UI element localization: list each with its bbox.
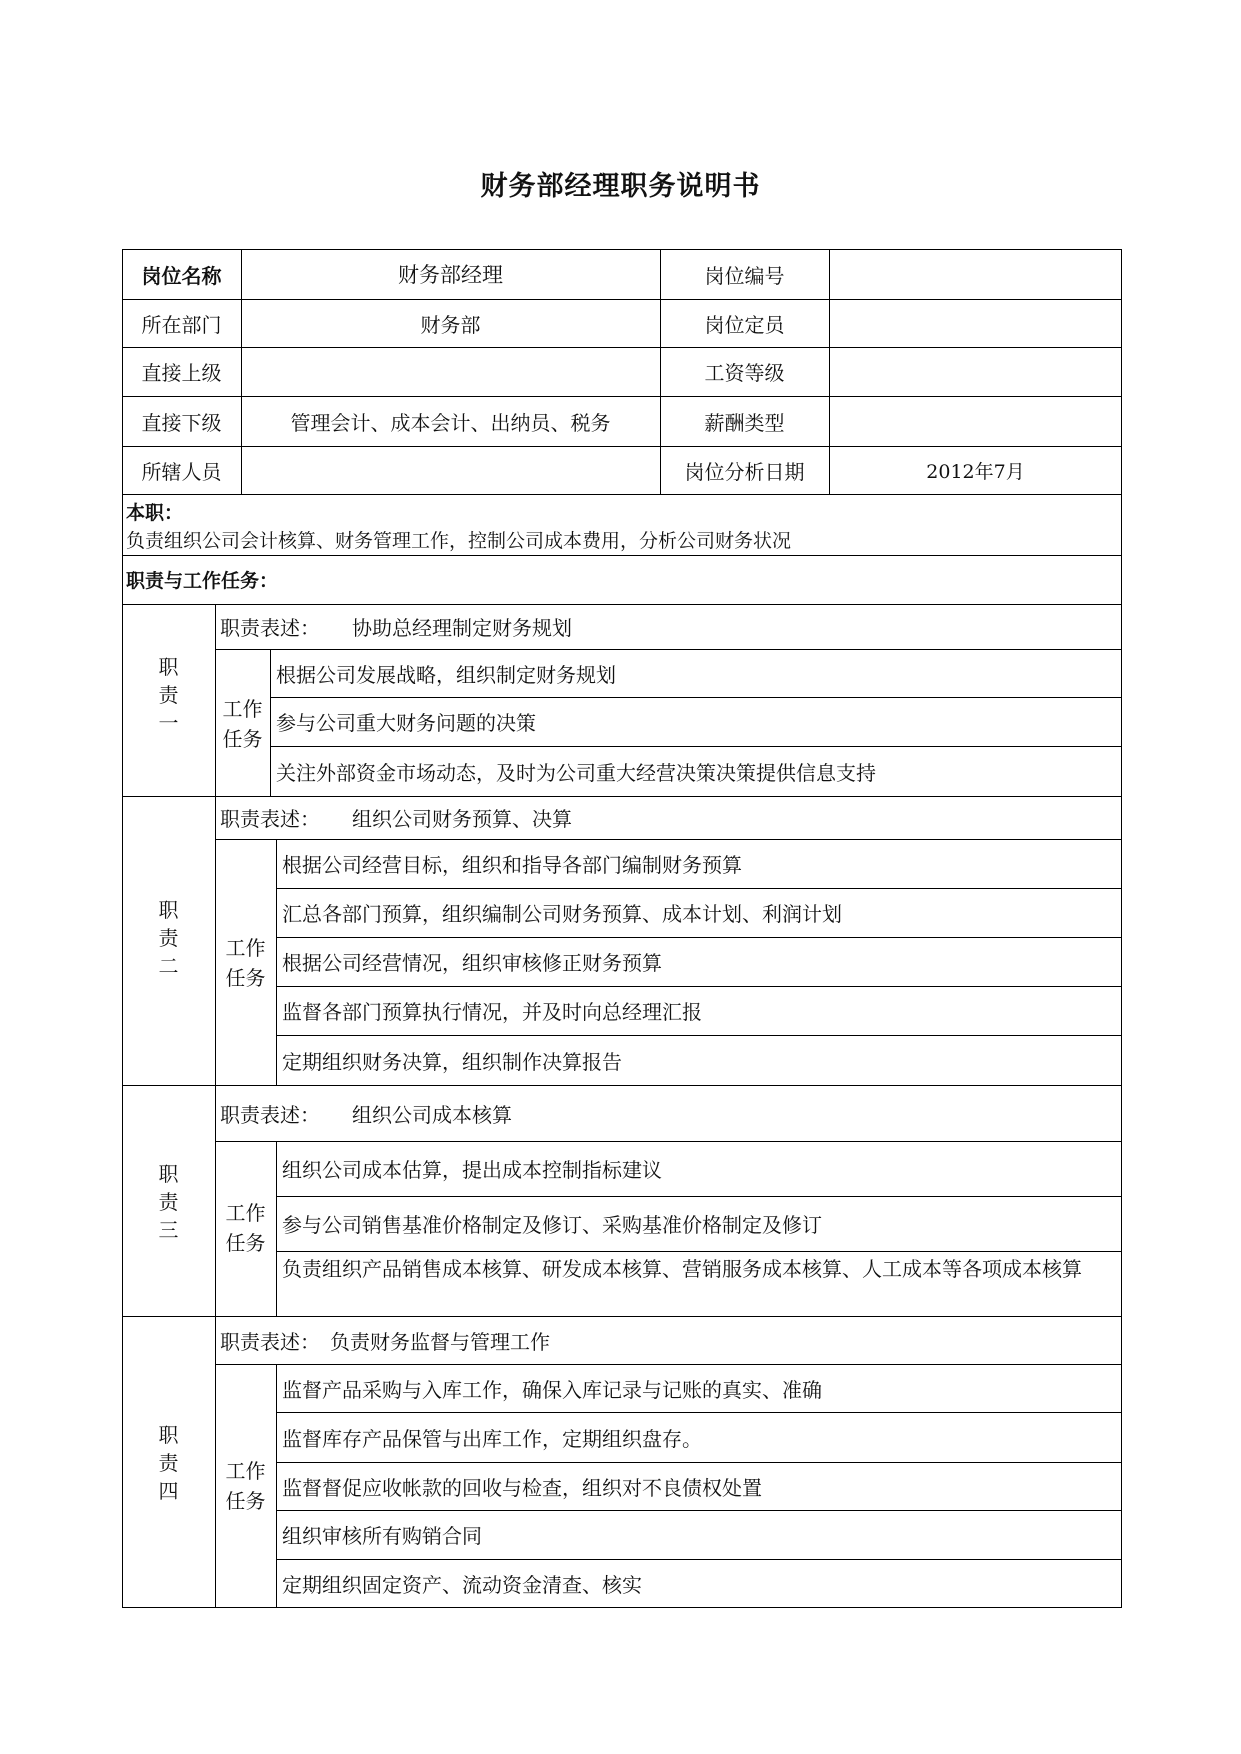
staff-label: 所辖人员	[141, 459, 222, 484]
duty-2-task-3: 根据公司经营情况，组织审核修正财务预算	[282, 951, 662, 975]
duty-2-tasks-label: 工作 任务	[225, 936, 266, 990]
duty-2-task-4: 监督各部门预算执行情况，并及时向总经理汇报	[282, 1000, 702, 1024]
duty-2-task-5: 定期组织财务决算，组织制作决算报告	[282, 1049, 622, 1074]
duty-3-task-1: 组织公司成本估算，提出成本控制指标建议	[282, 1158, 662, 1182]
duty-3-desc-label: 职责表述：	[220, 1102, 320, 1127]
duty-4-desc: 负责财务监督与管理工作	[330, 1329, 550, 1354]
direct-subordinates-value: 管理会计、成本会计、出纳员、税务	[290, 410, 611, 435]
duty-3-label: 职 责 三	[158, 1162, 179, 1242]
duty-4-desc-label: 职责表述：	[220, 1329, 320, 1354]
duty-1-task-2: 参与公司重大财务问题的决策	[276, 711, 536, 735]
position-number-label: 岗位编号	[704, 263, 785, 288]
headcount-value	[829, 299, 1122, 347]
direct-superior-label: 直接上级	[141, 361, 222, 385]
department-label: 所在部门	[141, 312, 222, 337]
position-name-value: 财务部经理	[398, 263, 503, 287]
mission-heading: 本职：	[126, 501, 184, 524]
duties-heading: 职责与工作任务：	[126, 570, 279, 592]
mission-text: 负责组织公司会计核算、财务管理工作，控制公司成本费用，分析公司财务状况	[126, 529, 792, 552]
headcount-label: 岗位定员	[704, 312, 785, 337]
salary-grade-label: 工资等级	[704, 361, 785, 385]
duty-4-task-1: 监督产品采购与入库工作，确保入库记录与记账的真实、准确	[282, 1377, 822, 1402]
compensation-type-label: 薪酬类型	[704, 410, 785, 435]
duty-1-label: 职 责 一	[158, 655, 179, 735]
salary-grade-value	[829, 347, 1122, 396]
duty-4-task-2: 监督库存产品保管与出库工作，定期组织盘存。	[282, 1426, 702, 1451]
direct-subordinates-label: 直接下级	[141, 410, 222, 435]
duty-2-label: 职 责 二	[158, 898, 179, 978]
compensation-type-value	[829, 396, 1122, 446]
duty-4-task-4: 组织审核所有购销合同	[282, 1524, 482, 1548]
duty-4-label: 职 责 四	[158, 1423, 179, 1503]
duty-1-desc-label: 职责表述：	[220, 616, 320, 640]
duty-3-tasks-label: 工作 任务	[225, 1201, 266, 1255]
analysis-date-value: 2012年7月	[926, 460, 1025, 483]
duty-3-task-2: 参与公司销售基准价格制定及修订、采购基准价格制定及修订	[282, 1213, 822, 1237]
duty-2-desc: 组织公司财务预算、决算	[352, 807, 572, 831]
department-value: 财务部	[420, 312, 481, 337]
duty-3-desc: 组织公司成本核算	[352, 1102, 512, 1127]
position-name-label: 岗位名称	[141, 263, 222, 288]
direct-superior-value	[241, 347, 660, 396]
duty-2-task-1: 根据公司经营目标，组织和指导各部门编制财务预算	[282, 853, 742, 877]
duty-1-task-1: 根据公司发展战略，组织制定财务规划	[276, 662, 616, 687]
duty-1-desc: 协助总经理制定财务规划	[352, 616, 572, 640]
duty-3-task-3: 负责组织产品销售成本核算、研发成本核算、营销服务成本核算、人工成本等各项成本核算	[282, 1257, 1082, 1281]
duty-1-tasks-label: 工作 任务	[222, 697, 263, 751]
duty-2-desc-label: 职责表述：	[220, 807, 320, 831]
duty-1-task-3: 关注外部资金市场动态，及时为公司重大经营决策决策提供信息支持	[276, 760, 876, 785]
duty-2-task-2: 汇总各部门预算，组织编制公司财务预算、成本计划、利润计划	[282, 902, 842, 926]
duty-4-tasks-label: 工作 任务	[225, 1459, 266, 1513]
analysis-date-label: 岗位分析日期	[684, 459, 805, 484]
position-number-value	[829, 249, 1122, 299]
page-title: 财务部经理职务说明书	[480, 171, 761, 202]
staff-value	[241, 446, 660, 494]
duty-4-task-3: 监督督促应收帐款的回收与检查，组织对不良债权处置	[282, 1475, 762, 1500]
duty-4-task-5: 定期组织固定资产、流动资金清查、核实	[282, 1573, 642, 1597]
